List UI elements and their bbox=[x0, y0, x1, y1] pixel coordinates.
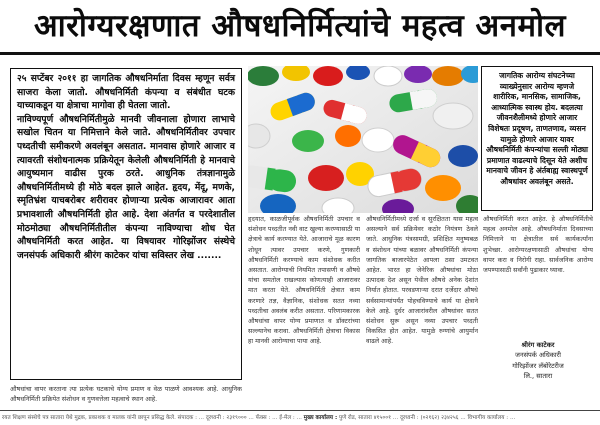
imprint-text: रयत शिक्षण संस्थेचे पत्र सातारा येथे मुद्रक, प्रकाशक व मालक यांनी छापून प्रसिद्ध केले. संपादक : ... दूरध्वनी : २३१९००० ... फॅक्स : ... ई-मेल : ... bbox=[2, 415, 302, 421]
sidebar-note: जागतिक आरोग्य संघटनेच्या व्याख्येनुसार आरोग्य म्हणजे शारीरिक, मानसिक, सामाजिक, आध्यात्मिक स्वास्थ होय. बदलत्या जीवनशैलीमध्ये होणारे आजार विशेषतः प्रदूषण, ताणतणाव, व्यसन यामुळे होणारे आजार यावर औषधनिर्मिती कंपन्यांचा सल्ली मोठ्या प्रमाणात वाढल्याचे दिसून येते अशीच मानवाचे जीवन हे अंर्तबाह्य स्वास्थपूर्ण औषधांवर अवलंबून असते. bbox=[481, 66, 593, 211]
article-column-2: औषधनिर्मितीमध्ये दर्जा व सुरक्षितता यास महत्व असल्याने सर्व प्रक्रियेवर कठोर नियंत्रण ठेवले जाते. आधुनिक यंत्रसामग्री, प्रशिक्षित मनुष्यबळ व संशोधन यांच्या बळावर औषधनिर्मिती कंपन्या जागतिक बाजारपेठेत आपला ठसा उमटवत आहेत. भारत हा जेनेरिक औषधांचा मोठा उत्पादक देश असून येथील औषधे अनेक देशांत निर्यात होतात. परवडणाऱ्या दरात दर्जेदार औषधे सर्वसामान्यांपर्यंत पोहचविण्याचे कार्य या क्षेत्राने केले आहे. दुर्धर आजारांवरील औषधांवर सतत संशोधन सुरू असून नव्या उपचार पध्दती विकसित होत आहेत. यामुळे रुग्णांचे आयुर्मान वाढले आहे. bbox=[366, 215, 478, 346]
author-signature bbox=[483, 340, 593, 392]
pills-image bbox=[248, 66, 478, 213]
footer-rule bbox=[0, 410, 600, 411]
lead-article-box bbox=[10, 68, 242, 380]
lead-paragraph-2: नाविण्यपूर्ण औषधनिर्मितीमुळे मानवी जीवनाला होणारा लाभाचे सखोल चितन या निमित्ताने केले जाते. औषधनिर्मितीवर उपचार पध्दतीची समीकरणे अवलंबून असतात. मानवास होणारे आजार व त्यावरती संशोधनात्मक प्रक्रियेतून केलेली औषधनिर्मिती हे मानवाचे आयुष्यमान वाढीस पुरक ठरते. आधुनिक तंत्रज्ञानामुळे औषधनिर्मितीमध्ये ही मोठे बदल झाले आहेत. हृदय, मेंदू, मणके, स्मृतिभ्रंश याचबरोबर शरीरावर होणाऱ्या प्रत्येक आजारावर आता प्रभावशाली औषधनिर्मिती होत आहे. देशा अंतर्गत व परदेशातील मोठमोठ्या औषधनिर्मितीतील कंपन्या नाविण्याचा शोध घेत औषधनिर्मिती करत आहेत. या विषयावर गोरिझोंजर संस्थेचे जनसंपर्क अधिकारी श्रीरंग काटेकर यांचा सविस्तर लेख ....... bbox=[17, 114, 235, 261]
article-column-3: औषधनिर्मिती करत आहेत. हे औषधनिर्मितीचे महत्व अनमोल आहे. औषधनिर्माता दिवसाच्या निमित्ताने या क्षेत्रातील सर्व कार्यकर्त्यांना शुभेच्छा. आरोग्यरक्षणासाठी औषधांचा योग्य वापर करा व निरोगी राहा. सार्वजनिक आरोग्य जपण्यासाठी सर्वांनी पुढाकार घ्यावा. bbox=[483, 215, 593, 275]
headline-rule bbox=[0, 52, 600, 55]
article-column-1: हृदयात, काळजीपूर्वक औषधनिर्मिती उपचार व संशोधन पध्दतीत नवी वाट खुल्या करण्यासाठी या क्षेत्राचे कार्य करण्यात येते. आजाराचे मूळ कारण शोधून त्यावर उपचार करणे, गुणकारी औषधनिर्मिती करण्याचे काम संशोधक करीत असतात. आरोग्याची नियमित तपासणी व औषधे यांचा समतोल राखल्यास कोणत्याही आजारावर मात करता येते. औषधनिर्मिती क्षेत्रात काम करणारे तज्ञ, वैज्ञानिक, संशोधक सतत नव्या पध्दतीचा अवलंब करीत असतात. परिणामकारक औषधांचा वापर योग्य प्रमाणात व डॉक्टरांच्या सल्ल्यानेच करावा. औषधनिर्मिती क्षेत्राचा विकास हा मानवी आरोग्याचा पाया आहे. bbox=[248, 215, 360, 346]
imprint-label: मुख्य कार्यालय : bbox=[303, 415, 338, 421]
author-name: श्रीरंग काटेकर bbox=[521, 341, 555, 349]
author-place: लि., सातारा bbox=[523, 372, 553, 381]
author-org: गोरिझोंजर लॅबोरेटरीज bbox=[512, 361, 564, 370]
headline: आरोग्यरक्षणात औषधनिर्मित्यांचे महत्व अनमोल bbox=[33, 8, 567, 44]
imprint-rest: पुणे रोड, सातारा ४१५००१ ... दूरध्वनी : (०२१६२) २३४२५६ ... विभागीय कार्यालय : ... bbox=[338, 415, 516, 421]
lead-paragraph-1: २५ सप्टेंबर २०११ हा जागतिक औषधनिर्माता दिवस म्हणून सर्वत्र साजरा केला जातो. औषधनिर्मिती कंपन्या व संबंधीत घटक याच्याकडून या क्षेत्राचा मागोवा ही घेतला जातो. bbox=[17, 74, 235, 112]
bottom-text: औषधांचा वापर करताना त्या प्रत्येक घटकाचे योग्य प्रमाण व वेळ पाळणे आवश्यक आहे. आधुनिक औषधनिर्मिती प्रक्रियेत संशोधन व गुणवत्तेला महत्वाचे स्थान आहे. bbox=[10, 385, 242, 404]
pills-photo bbox=[248, 66, 478, 213]
author-role: जनसंपर्क अधिकारी bbox=[515, 351, 561, 360]
imprint-footer bbox=[2, 412, 598, 424]
